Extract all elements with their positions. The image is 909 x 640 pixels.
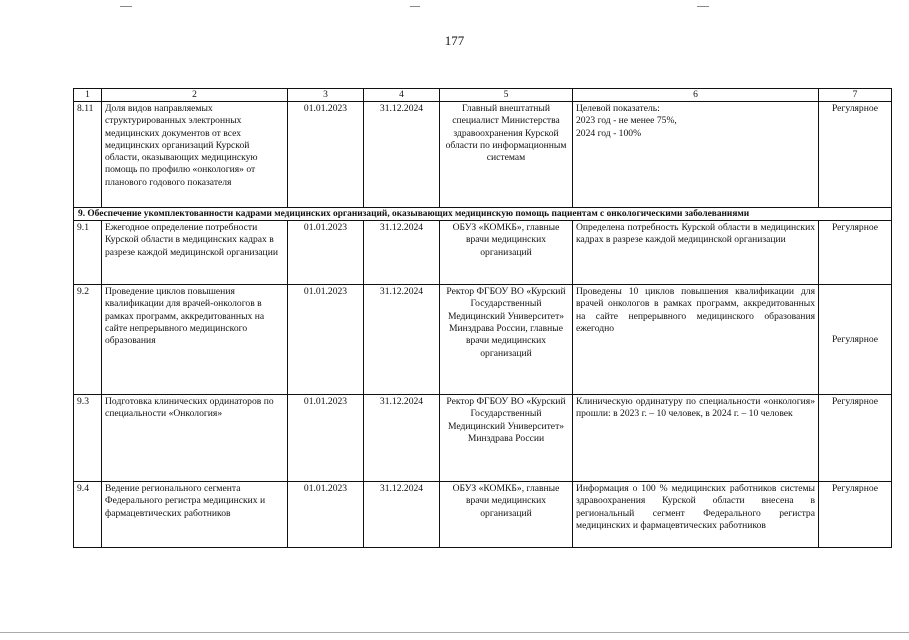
type: Регулярное [819,102,892,208]
scan-mark [410,6,420,7]
activity-name: Подготовка клинических ординаторов по специальности «Онкология» [102,395,288,482]
header-cell: 3 [288,89,364,102]
end-date: 31.12.2024 [364,221,440,285]
type: Регулярное [819,482,892,548]
start-date: 01.01.2023 [288,482,364,548]
section-heading: 9. Обеспечение укомплектованности кадрами медицинских организаций, оказывающих медицинскую помощь пациентам с онкологическими заболеваниями [74,208,892,221]
end-date: 31.12.2024 [364,285,440,395]
row-number: 9.4 [74,482,102,548]
activity-name: Доля видов направляемых структурированных электронных медицинских документов от всех медицинских организаций Курской области, оказывающих медицинскую помощь по профилю «онкология» от планового годового показателя [102,102,288,208]
type: Регулярное [819,395,892,482]
result: Целевой показатель: 2023 год - не менее 75%, 2024 год - 100% [573,102,819,208]
activity-name: Ведение регионального сегмента Федерального регистра медицинских и фармацевтических работников [102,482,288,548]
result: Клиническую ординатуру по специальности «онкология» прошли: в 2023 г. – 10 человек, в 2024 г. – 10 человек [573,395,819,482]
scan-edge [0,632,909,633]
header-cell: 6 [573,89,819,102]
responsible: Ректор ФГБОУ ВО «Курский Государственный Медицинский Университет» Минздрава России [440,395,573,482]
responsible: Главный внештатный специалист Министерства здравоохранения Курской области по информационным системам [440,102,573,208]
table-row [74,221,892,285]
responsible: ОБУЗ «КОМКБ», главные врачи медицинских организаций [440,221,573,285]
responsible: Ректор ФГБОУ ВО «Курский Государственный Медицинский Университет» Минздрава России, главные врачи медицинских организаций [440,285,573,395]
end-date: 31.12.2024 [364,482,440,548]
row-number: 9.3 [74,395,102,482]
scan-mark [697,6,709,7]
header-cell: 4 [364,89,440,102]
result: Проведены 10 циклов повышения квалификации для врачей онкологов в рамках программ, аккредитованных на сайте непрерывного медицинского образования ежегодно [573,285,819,395]
activity-name: Проведение циклов повышения квалификации для врачей-онкологов в рамках программ, аккредитованных на сайте непрерывного медицинского образования [102,285,288,395]
end-date: 31.12.2024 [364,395,440,482]
start-date: 01.01.2023 [288,285,364,395]
page-number: 177 [444,33,465,48]
result: Определена потребность Курской области в медицинских кадрах в разрезе каждой медицинской организации [573,221,819,285]
table-row [74,285,892,395]
header-cell: 2 [102,89,288,102]
header-row [74,89,892,102]
type: Регулярное [819,285,892,395]
table-row [74,102,892,208]
result: Информация о 100 % медицинских работников системы здравоохранения Курской области внесена в региональный сегмент Федерального регистра медицинских и фармацевтических работников [573,482,819,548]
activity-name: Ежегодное определение потребности Курской области в медицинских кадрах в разрезе каждой медицинской организации [102,221,288,285]
table-row [74,395,892,482]
table-row [74,482,892,548]
header-cell: 5 [440,89,573,102]
header-cell: 7 [819,89,892,102]
start-date: 01.01.2023 [288,102,364,208]
plan-table [73,88,892,548]
row-number: 8.11 [74,102,102,208]
end-date: 31.12.2024 [364,102,440,208]
row-number: 9.2 [74,285,102,395]
responsible: ОБУЗ «КОМКБ», главные врачи медицинских организаций [440,482,573,548]
type: Регулярное [819,221,892,285]
scan-mark [120,6,132,7]
section-heading-row [74,208,892,221]
row-number: 9.1 [74,221,102,285]
start-date: 01.01.2023 [288,395,364,482]
header-cell: 1 [74,89,102,102]
start-date: 01.01.2023 [288,221,364,285]
